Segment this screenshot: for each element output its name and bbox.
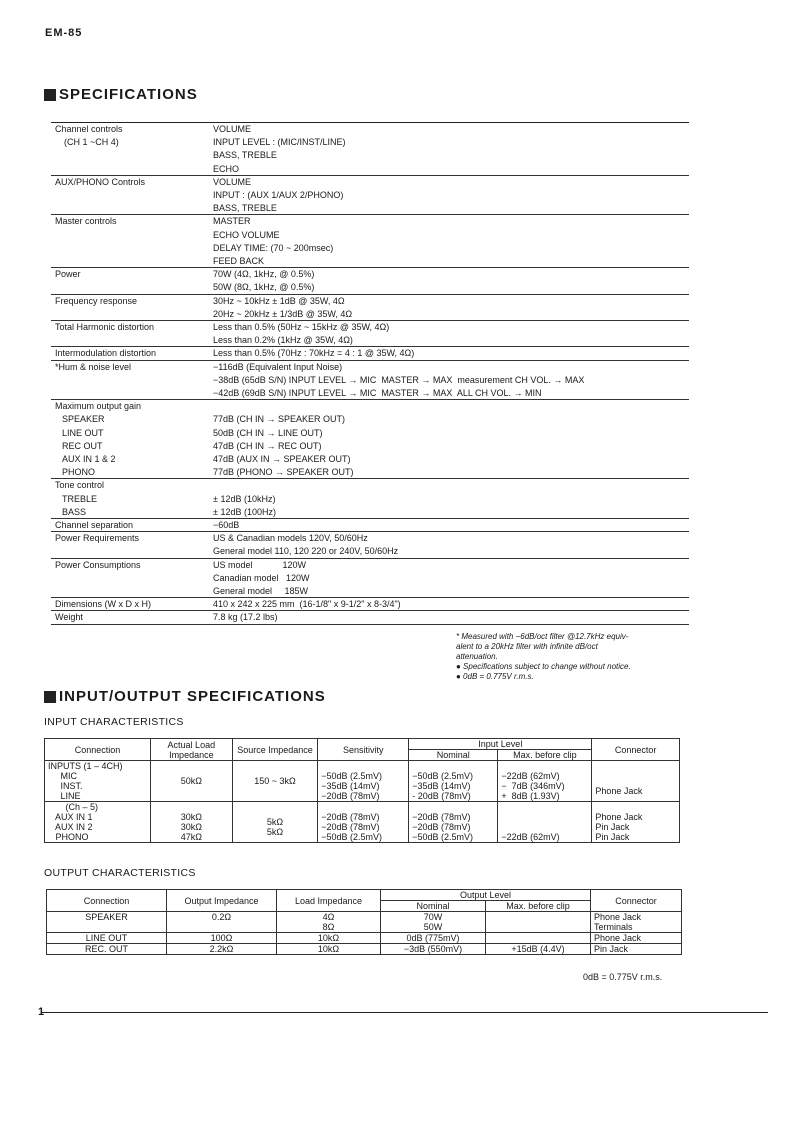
input-table bbox=[44, 738, 680, 843]
spec-rule bbox=[51, 610, 689, 611]
spec-rule bbox=[51, 558, 689, 559]
spec-value: −116dB (Equivalent Input Noise) bbox=[213, 361, 343, 372]
table-row bbox=[47, 944, 682, 955]
spec-label: Weight bbox=[55, 612, 83, 623]
cell: INPUTS (1 – 4CH) MIC INST. LINE bbox=[45, 761, 151, 802]
spec-value: 77dB (CH IN → SPEAKER OUT) bbox=[213, 414, 346, 425]
spec-label: AUX/PHONO Controls bbox=[55, 176, 146, 187]
col-nominal: Nominal bbox=[381, 901, 486, 912]
cell: −20dB (78mV) −20dB (78mV) −50dB (2.5mV) bbox=[409, 802, 498, 843]
spec-rule bbox=[51, 478, 689, 479]
spec-rule bbox=[51, 624, 689, 625]
col-connector: Connector bbox=[591, 890, 682, 912]
cell: +15dB (4.4V) bbox=[486, 944, 591, 955]
cell: 2.2kΩ bbox=[167, 944, 277, 955]
spec-value: INPUT : (AUX 1/AUX 2/PHONO) bbox=[213, 190, 344, 200]
spec-label: Channel controls bbox=[55, 124, 123, 134]
cell: 50kΩ bbox=[150, 761, 232, 802]
col-load: Actual Load Impedance bbox=[150, 739, 232, 761]
spec-label: Total Harmonic distortion bbox=[55, 322, 155, 332]
cell: −3dB (550mV) bbox=[381, 944, 486, 955]
spec-rule bbox=[51, 531, 689, 532]
spec-value: BASS, TREBLE bbox=[213, 150, 277, 161]
cell: 10kΩ bbox=[277, 933, 381, 944]
spec-label: *Hum & noise level bbox=[55, 361, 132, 372]
col-connection: Connection bbox=[45, 739, 151, 761]
cell: −50dB (2.5mV) −35dB (14mV) −20dB (78mV) bbox=[318, 761, 409, 802]
spec-value: −38dB (65dB S/N) INPUT LEVEL → MIC MASTER → MAX measurement CH VOL. → MAX bbox=[213, 374, 585, 385]
input-title: INPUT CHARACTERISTICS bbox=[44, 716, 184, 728]
cell: 30kΩ 30kΩ 47kΩ bbox=[150, 802, 232, 843]
spec-value: DELAY TIME: (70 ~ 200msec) bbox=[213, 242, 334, 253]
table-row bbox=[47, 912, 682, 933]
cell: −50dB (2.5mV) −35dB (14mV) - 20dB (78mV) bbox=[409, 761, 498, 802]
col-maxclip: Max. before clip bbox=[486, 901, 591, 912]
spec-value: 47dB (CH IN → REC OUT) bbox=[213, 440, 322, 451]
col-sensitivity: Sensitivity bbox=[318, 739, 409, 761]
spec-label: Maximum output gain bbox=[55, 401, 142, 412]
spec-value: FEED BACK bbox=[213, 256, 265, 266]
spec-footnotes bbox=[456, 632, 692, 682]
bottom-rule bbox=[42, 1012, 768, 1013]
spec-value: Canadian model 120W bbox=[213, 572, 310, 583]
spec-rule bbox=[51, 320, 689, 321]
spec-value: Less than 0.5% (50Hz ~ 15kHz @ 35W, 4Ω) bbox=[213, 322, 390, 332]
cell: Phone Jack Terminals bbox=[591, 912, 682, 933]
odb-note: 0dB = 0.775V r.m.s. bbox=[583, 972, 663, 982]
footnote-line: * Measured with −6dB/oct filter @12.7kHz equiv- bbox=[456, 632, 629, 641]
spec-value: 50W (8Ω, 1kHz, @ 0.5%) bbox=[213, 282, 315, 293]
spec-label: Power bbox=[55, 269, 81, 280]
footnote-line: ● Specifications subject to change without notice. bbox=[456, 662, 631, 671]
spec-label: LINE OUT bbox=[62, 427, 104, 438]
col-nominal: Nominal bbox=[409, 750, 498, 761]
cell: Phone Jack bbox=[591, 933, 682, 944]
spec-sublabel: (CH 1 ~CH 4) bbox=[64, 137, 119, 148]
spec-rule bbox=[51, 346, 689, 347]
col-output-level: Output Level bbox=[381, 890, 591, 901]
col-maxclip: Max. before clip bbox=[498, 750, 592, 761]
spec-label: SPEAKER bbox=[62, 414, 105, 425]
spec-value: 20Hz ~ 20kHz ± 1/3dB @ 35W, 4Ω bbox=[213, 308, 353, 319]
output-title: OUTPUT CHARACTERISTICS bbox=[44, 867, 196, 879]
spec-value: US & Canadian models 120V, 50/60Hz bbox=[213, 533, 368, 544]
col-output-impedance: Output Impedance bbox=[167, 890, 277, 912]
footnote-line: ● 0dB = 0.775V r.m.s. bbox=[456, 672, 534, 681]
cell: 100Ω bbox=[167, 933, 277, 944]
spec-value: 50dB (CH IN → LINE OUT) bbox=[213, 427, 323, 438]
spec-value: 70W (4Ω, 1kHz, @ 0.5%) bbox=[213, 269, 315, 280]
spec-value: General model 185W bbox=[213, 586, 309, 596]
table-row bbox=[47, 933, 682, 944]
spec-value: ± 12dB (10kHz) bbox=[213, 493, 276, 504]
spec-rule bbox=[51, 360, 689, 361]
col-input-level: Input Level bbox=[409, 739, 592, 750]
spec-rule bbox=[51, 175, 689, 176]
spec-value: BASS, TREBLE bbox=[213, 203, 277, 214]
cell: −22dB (62mV) bbox=[498, 802, 592, 843]
spec-value: −60dB bbox=[213, 520, 240, 530]
cell: 10kΩ bbox=[277, 944, 381, 955]
cell: (Ch – 5) AUX IN 1 AUX IN 2 PHONO bbox=[45, 802, 151, 843]
cell: REC. OUT bbox=[47, 944, 167, 955]
spec-label: Power Requirements bbox=[55, 533, 140, 544]
spec-value: Less than 0.2% (1kHz @ 35W, 4Ω) bbox=[213, 335, 353, 346]
spec-value: VOLUME bbox=[213, 124, 252, 134]
spec-label: Power Consumptions bbox=[55, 559, 141, 570]
spec-value: Less than 0.5% (70Hz : 70kHz = 4 : 1 @ 35W, 4Ω) bbox=[213, 348, 415, 359]
col-load-impedance: Load Impedance bbox=[277, 890, 381, 912]
col-connector: Connector bbox=[592, 739, 680, 761]
spec-value: 7.8 kg (17.2 lbs) bbox=[213, 612, 278, 623]
spec-label: Intermodulation distortion bbox=[55, 348, 157, 359]
table-row bbox=[45, 802, 680, 843]
spec-rule bbox=[51, 294, 689, 295]
cell: 70W 50W bbox=[381, 912, 486, 933]
spec-value: 47dB (AUX IN → SPEAKER OUT) bbox=[213, 454, 351, 464]
cell: −22dB (62mV) − 7dB (346mV) + 8dB (1.93V) bbox=[498, 761, 592, 802]
spec-rule bbox=[51, 267, 689, 268]
spec-rule bbox=[51, 518, 689, 519]
cell bbox=[486, 933, 591, 944]
page-number: 1 bbox=[38, 1006, 45, 1018]
spec-value: 77dB (PHONO → SPEAKER OUT) bbox=[213, 467, 354, 478]
cell: 4Ω 8Ω bbox=[277, 912, 381, 933]
spec-label: TREBLE bbox=[62, 493, 98, 504]
output-table bbox=[46, 889, 682, 955]
cell: 150 ~ 3kΩ bbox=[232, 761, 318, 802]
cell: Phone Jack bbox=[592, 761, 680, 802]
spec-value: VOLUME bbox=[213, 176, 252, 187]
spec-label: BASS bbox=[62, 506, 87, 517]
spec-value: US model 120W bbox=[213, 559, 307, 570]
footnote-line: alent to a 20kHz filter with infinite dB/oct bbox=[456, 642, 598, 651]
cell: Pin Jack bbox=[591, 944, 682, 955]
heading-square-icon bbox=[44, 89, 56, 101]
io-title: INPUT/OUTPUT SPECIFICATIONS bbox=[59, 688, 326, 705]
spec-label: AUX IN 1 & 2 bbox=[62, 454, 116, 464]
spec-value: 30Hz ~ 10kHz ± 1dB @ 35W, 4Ω bbox=[213, 295, 345, 306]
heading-square-icon bbox=[44, 691, 56, 703]
spec-label: REC OUT bbox=[62, 440, 103, 451]
spec-value: −42dB (69dB S/N) INPUT LEVEL → MIC MASTER → MAX ALL CH VOL. → MIN bbox=[213, 388, 542, 398]
spec-label: Frequency response bbox=[55, 295, 138, 306]
spec-value: ± 12dB (100Hz) bbox=[213, 506, 276, 517]
cell: LINE OUT bbox=[47, 933, 167, 944]
cell: 5kΩ 5kΩ bbox=[232, 802, 318, 843]
spec-value: MASTER bbox=[213, 216, 251, 227]
spec-value: ECHO VOLUME bbox=[213, 229, 280, 240]
spec-value: INPUT LEVEL : (MIC/INST/LINE) bbox=[213, 137, 346, 148]
cell: Phone Jack Pin Jack Pin Jack bbox=[592, 802, 680, 843]
spec-rule bbox=[51, 597, 689, 598]
cell: 0.2Ω bbox=[167, 912, 277, 933]
col-source: Source Impedance bbox=[232, 739, 318, 761]
model-number: EM-85 bbox=[45, 27, 83, 39]
table-row bbox=[45, 761, 680, 802]
col-connection: Connection bbox=[47, 890, 167, 912]
spec-value: General model 110, 120 220 or 240V, 50/60Hz bbox=[213, 546, 399, 557]
spec-rule bbox=[51, 122, 689, 123]
spec-rule bbox=[51, 399, 689, 400]
cell bbox=[486, 912, 591, 933]
spec-heading bbox=[44, 86, 198, 103]
spec-label: Dimensions (W x D x H) bbox=[55, 599, 152, 610]
footnote-line: attenuation. bbox=[456, 652, 498, 661]
spec-value: 410 x 242 x 225 mm (16-1/8" x 9-1/2" x 8-3/4") bbox=[213, 599, 401, 610]
spec-value: ECHO bbox=[213, 163, 240, 174]
spec-label: PHONO bbox=[62, 467, 96, 478]
cell: −20dB (78mV) −20dB (78mV) −50dB (2.5mV) bbox=[318, 802, 409, 843]
spec-title: SPECIFICATIONS bbox=[59, 86, 198, 103]
cell: 0dB (775mV) bbox=[381, 933, 486, 944]
spec-label: Channel separation bbox=[55, 520, 134, 530]
spec-label: Tone control bbox=[55, 480, 105, 491]
io-heading bbox=[44, 688, 326, 705]
spec-label: Master controls bbox=[55, 216, 117, 227]
cell: SPEAKER bbox=[47, 912, 167, 933]
spec-rule bbox=[51, 214, 689, 215]
